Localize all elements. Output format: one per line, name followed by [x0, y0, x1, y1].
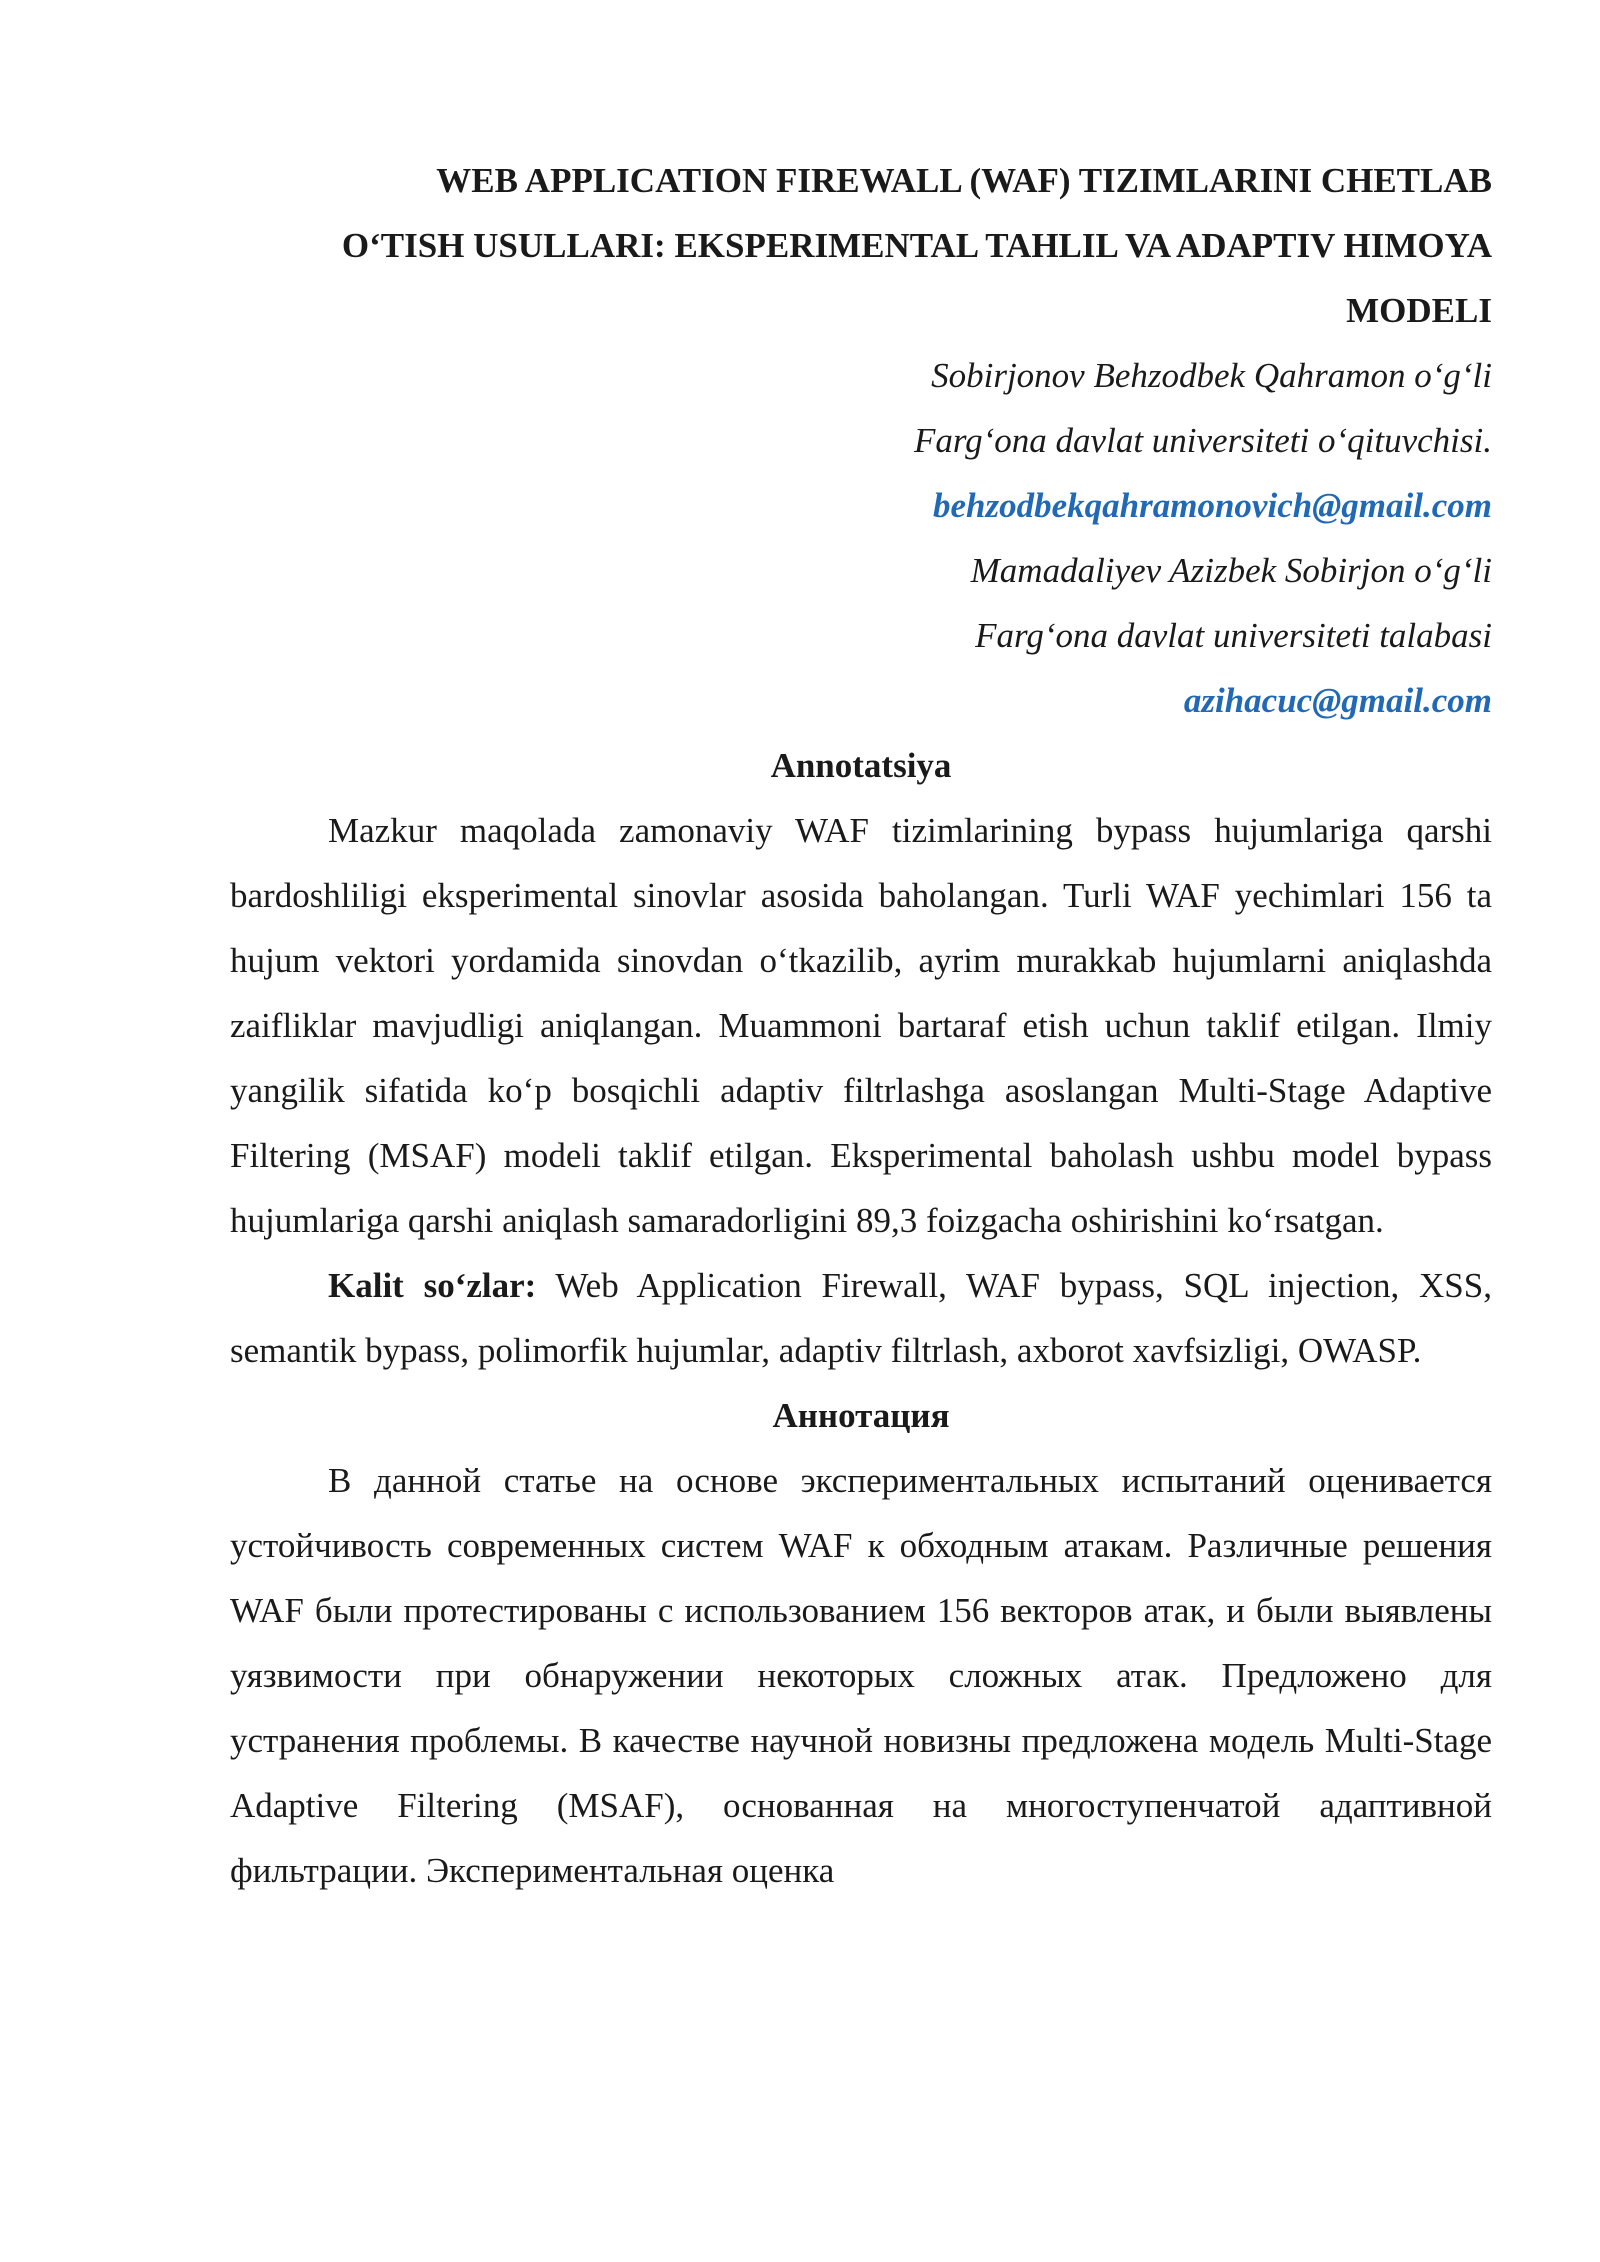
author-name: Sobirjonov Behzodbek Qahramon o‘g‘li: [931, 356, 1492, 395]
author-block-2: [230, 538, 1492, 733]
annotation-uz-text: Mazkur maqolada zamonaviy WAF tizimlarining bypass hujumlariga qarshi bardoshliligi eksperimental sinovlar asosida baholangan. Turli WAF yechimlari 156 ta hujum vektori yordamida sinovdan o‘tkazilib, ayrim murakkab hujumlarni aniqlashda zaifliklar mavjudligi aniqlangan. Muammoni bartaraf etish uchun taklif etilgan. Ilmiy yangilik sifatida ko‘p bosqichli adaptiv filtrlashga asoslangan Multi-Stage Adaptive Filtering (MSAF) modeli taklif etilgan. Eksperimental baholash ushbu model bypass hujumlariga qarshi aniqlash samaradorligini 89,3 foizgacha oshirishini ko‘rsatgan.: [230, 811, 1492, 1240]
annotation-uz-heading: Annotatsiya: [770, 746, 952, 785]
title-line-3: MODELI: [1346, 291, 1492, 330]
paper-title: [230, 148, 1492, 343]
paper-page: [230, 148, 1492, 1903]
annotation-ru-text: В данной статье на основе экспериментальных испытаний оценивается устойчивость современных систем WAF к обходным атакам. Различные решения WAF были протестированы с использованием 156 векторов атак, и были выявлены уязвимости при обнаружении некоторых сложных атак. Предложено для устранения проблемы. В качестве научной новизны предложена модель Multi-Stage Adaptive Filtering (MSAF), основанная на многоступенчатой адаптивной фильтрации. Экспериментальная оценка: [230, 1461, 1492, 1890]
author-affiliation: Farg‘ona davlat universiteti o‘qituvchisi.: [913, 421, 1492, 460]
title-line-2: O‘TISH USULLARI: EKSPERIMENTAL TAHLIL VA ADAPTIV HIMOYA: [341, 226, 1492, 265]
author-email-link[interactable]: behzodbekqahramonovich@gmail.com: [933, 486, 1492, 525]
keywords-label: Kalit so‘zlar:: [328, 1266, 537, 1305]
author-block-1: [230, 343, 1492, 538]
title-line-1: WEB APPLICATION FIREWALL (WAF) TIZIMLARINI CHETLAB: [436, 161, 1492, 200]
keywords-text: Web Application Firewall, WAF bypass, SQL injection, XSS, semantik bypass, polimorfik hujumlar, adaptiv filtrlash, axborot xavfsizligi, OWASP.: [230, 1266, 1492, 1370]
annotation-ru-heading: Аннотация: [772, 1396, 950, 1435]
keywords-paragraph: [230, 1253, 1492, 1383]
author-name: Mamadaliyev Azizbek Sobirjon o‘g‘li: [970, 551, 1492, 590]
author-email-link[interactable]: azihacuc@gmail.com: [1183, 681, 1492, 720]
author-affiliation: Farg‘ona davlat universiteti talabasi: [975, 616, 1492, 655]
